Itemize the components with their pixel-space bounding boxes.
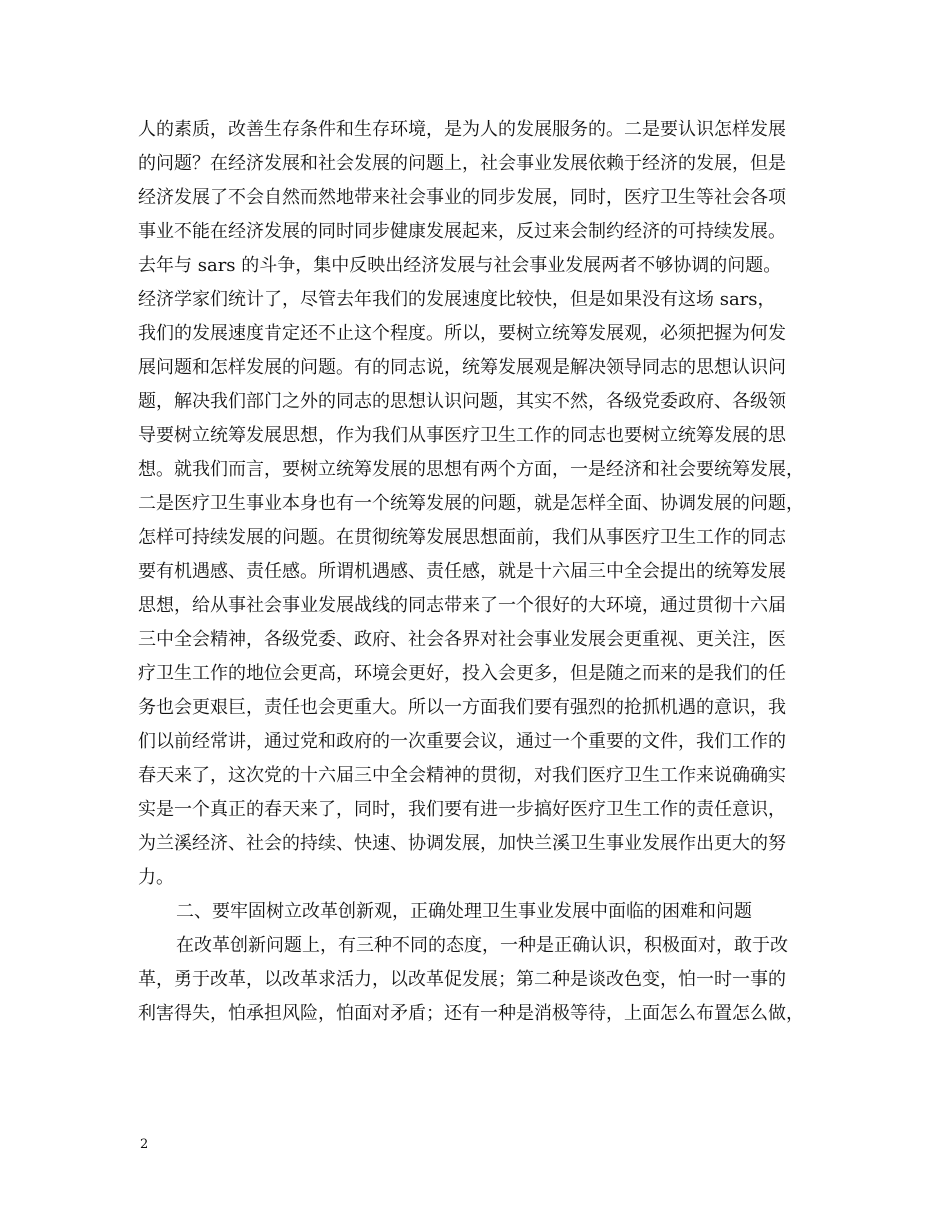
- body-text-line: 要有机遇感、责任感。所谓机遇感、责任感，就是十六届三中全会提出的统筹发展: [138, 561, 786, 582]
- body-text-line: 的问题？在经济发展和社会发展的问题上，社会事业发展依赖于经济的发展，但是: [138, 153, 786, 174]
- body-text-line: 事业不能在经济发展的同时同步健康发展起来，反过来会制约经济的可持续发展。: [138, 221, 786, 242]
- paragraph-first-line: 在改革创新问题上，有三种不同的态度，一种是正确认识，积极面对，敢于改: [176, 935, 788, 956]
- body-text-line: 二是医疗卫生事业本身也有一个统筹发展的问题，就是怎样全面、协调发展的问题，: [138, 493, 804, 514]
- body-text-line: 想。就我们而言，要树立统筹发展的思想有两个方面，一是经济和社会要统筹发展，: [138, 459, 804, 480]
- section-heading: 二、要牢固树立改革创新观，正确处理卫生事业发展中面临的困难和问题: [176, 901, 752, 922]
- body-text-line: 春天来了，这次党的十六届三中全会精神的贯彻，对我们医疗卫生工作来说确确实: [138, 765, 786, 786]
- body-text-line: 务也会更艰巨，责任也会更重大。所以一方面我们要有强烈的抢抓机遇的意识，我: [138, 697, 786, 718]
- body-text-line: 我们的发展速度肯定还不止这个程度。所以，要树立统筹发展观，必须把握为何发: [138, 323, 786, 344]
- body-text-line: 为兰溪经济、社会的持续、快速、协调发展，加快兰溪卫生事业发展作出更大的努: [138, 833, 786, 854]
- body-text-line: 力。: [138, 867, 174, 888]
- body-text-line: 题，解决我们部门之外的同志的思想认识问题，其实不然，各级党委政府、各级领: [138, 391, 786, 412]
- body-text-line: 利害得失，怕承担风险，怕面对矛盾；还有一种是消极等待，上面怎么布置怎么做，: [138, 1003, 804, 1024]
- body-text-line: 导要树立统筹发展思想，作为我们从事医疗卫生工作的同志也要树立统筹发展的思: [138, 425, 786, 446]
- body-text-line: 经济学家们统计了，尽管去年我们的发展速度比较快，但是如果没有这场 sars，: [138, 289, 776, 310]
- body-text-line: 疗卫生工作的地位会更高，环境会更好，投入会更多，但是随之而来的是我们的任: [138, 663, 786, 684]
- body-text-line: 实是一个真正的春天来了，同时，我们要有进一步搞好医疗卫生工作的责任意识，: [138, 799, 786, 820]
- body-text-line: 们以前经常讲，通过党和政府的一次重要会议，通过一个重要的文件，我们工作的: [138, 731, 786, 752]
- body-text-line: 三中全会精神，各级党委、政府、社会各界对社会事业发展会更重视、更关注，医: [138, 629, 786, 650]
- body-text-line: 思想，给从事社会事业发展战线的同志带来了一个很好的大环境，通过贯彻十六届: [138, 595, 786, 616]
- body-text-line: 革，勇于改革，以改革求活力，以改革促发展；第二种是谈改色变，怕一时一事的: [138, 969, 786, 990]
- body-text-line: 怎样可持续发展的问题。在贯彻统筹发展思想面前，我们从事医疗卫生工作的同志: [138, 527, 786, 548]
- body-text-line: 去年与 sars 的斗争，集中反映出经济发展与社会事业发展两者不够协调的问题。: [138, 255, 782, 276]
- body-text-line: 经济发展了不会自然而然地带来社会事业的同步发展，同时，医疗卫生等社会各项: [138, 187, 786, 208]
- page-number: 2: [140, 1137, 149, 1152]
- body-text-line: 展问题和怎样发展的问题。有的同志说，统筹发展观是解决领导同志的思想认识问: [138, 357, 786, 378]
- body-text-line: 人的素质，改善生存条件和生存环境，是为人的发展服务的。二是要认识怎样发展: [138, 119, 786, 140]
